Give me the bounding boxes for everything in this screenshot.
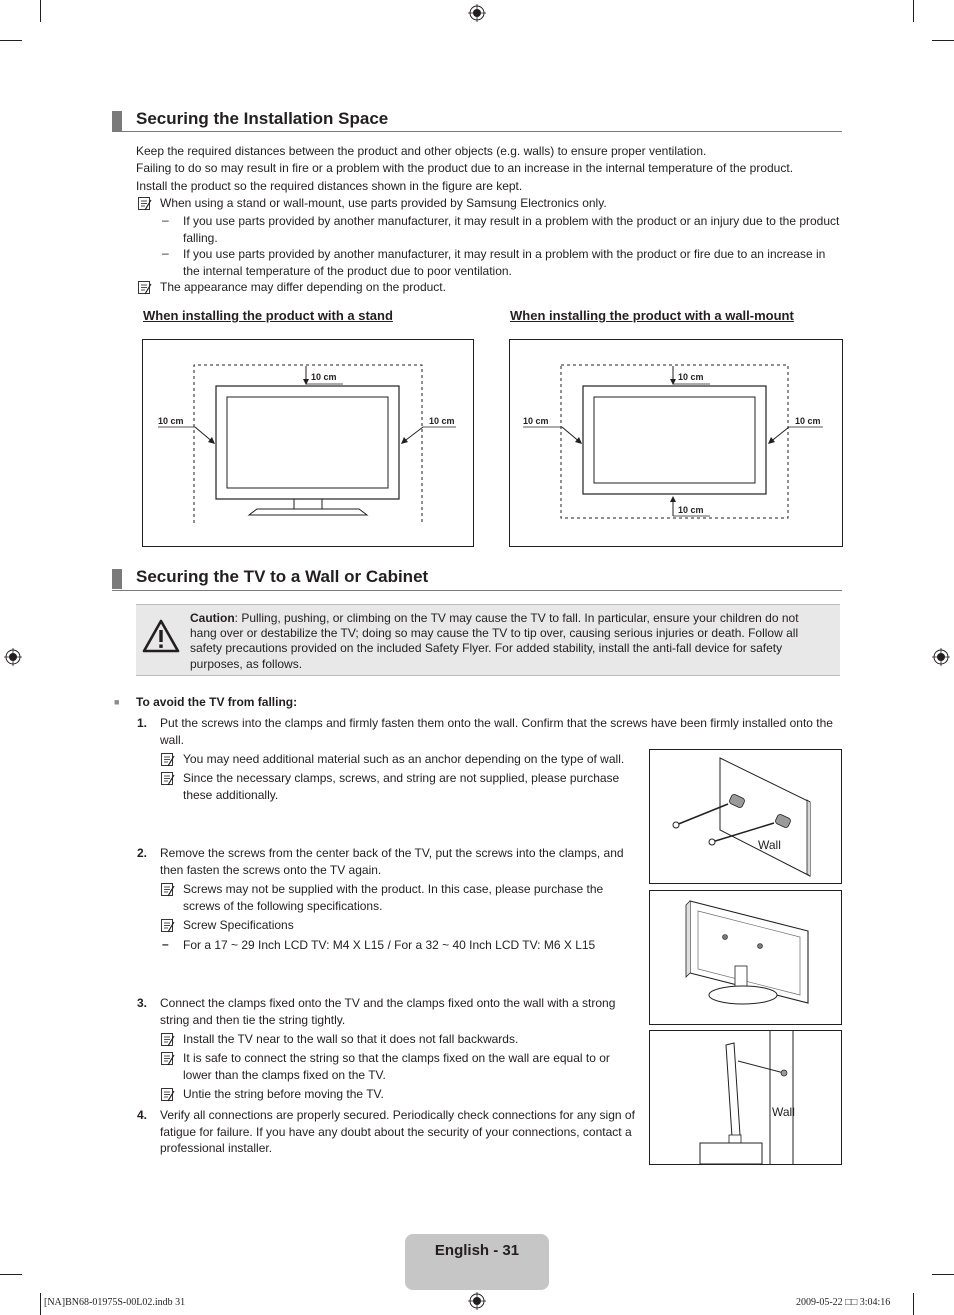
step-number: 1. xyxy=(137,716,148,730)
bullet-marker: ■ xyxy=(114,697,120,707)
registration-mark-icon xyxy=(468,4,486,22)
figure-title-wall-mount: When installing the product with a wall-mount xyxy=(510,308,794,323)
date-slug: 2009-05-22 □□ 3:04:16 xyxy=(796,1297,891,1308)
dash-marker: – xyxy=(162,246,169,260)
crop-mark xyxy=(40,1293,41,1315)
figure-tv-back xyxy=(649,890,842,1025)
dash-text: For a 17 ~ 29 Inch LCD TV: M4 X L15 / For a 32 ~ 40 Inch LCD TV: M6 X L15 xyxy=(183,938,596,952)
note-icon xyxy=(138,197,152,211)
crop-mark xyxy=(40,0,41,22)
registration-mark-icon xyxy=(4,648,22,666)
distance-label-right: 10 cm xyxy=(429,416,455,426)
wall-label: Wall xyxy=(758,838,781,852)
step-text: Verify all connections are properly secured. Periodically check connections for any sign of fatigue for failure. If you have any doubt about the security of your connections, contact a professional installer. xyxy=(160,1108,635,1155)
tv-back-illustration xyxy=(650,891,841,1024)
registration-mark-icon xyxy=(468,1292,486,1310)
caution-text xyxy=(190,611,822,672)
note-icon xyxy=(161,772,175,786)
tv-stand-diagram xyxy=(143,340,473,546)
figure-wall-clamps xyxy=(649,749,842,884)
note-text: The appearance may differ depending on the product. xyxy=(160,280,446,294)
step-number: 2. xyxy=(137,846,148,860)
caution-box xyxy=(136,604,840,676)
warning-triangle-icon xyxy=(142,619,180,653)
crop-mark xyxy=(0,1274,22,1275)
distance-label-bottom: 10 cm xyxy=(678,505,704,515)
note-text: It is safe to connect the string so that the clamps fixed on the wall are equal to or lower than the clamps fixed on the TV. xyxy=(183,1051,610,1082)
dash-marker: – xyxy=(162,213,169,227)
figure-stand xyxy=(142,339,474,547)
crop-mark xyxy=(913,1293,914,1315)
distance-label-left: 10 cm xyxy=(158,416,184,426)
section-marker xyxy=(112,569,122,589)
crop-mark xyxy=(913,0,914,22)
caution-body: : Pulling, pushing, or climbing on the TV may cause the TV to fall. In particular, ensure your children do not hang over or destabilize the TV; doing so may cause the TV to tip over, causing serious injuries or death. Follow all safety precautions provided on the included Safety Flyer. For added stability, install the anti-fall device for safety purposes, as follows. xyxy=(190,611,799,671)
note-icon xyxy=(161,883,175,897)
step-text: Connect the clamps fixed onto the TV and the clamps fixed onto the wall with a strong string and then tie the string tightly. xyxy=(160,996,616,1027)
tv-wall-mount-diagram xyxy=(510,340,842,546)
figure-title-stand: When installing the product with a stand xyxy=(143,308,393,323)
distance-label-top: 10 cm xyxy=(311,372,337,382)
crop-mark xyxy=(0,40,22,41)
note-text: When using a stand or wall-mount, use parts provided by Samsung Electronics only. xyxy=(160,196,607,210)
note-icon xyxy=(161,919,175,933)
dash-text: If you use parts provided by another manufacturer, it may result in a problem with the product or fire due to an increase in the internal temperature of the product due to poor ventilation. xyxy=(183,247,826,278)
note-text: Screws may not be supplied with the product. In this case, please purchase the screws of the following specifications. xyxy=(183,882,604,913)
body-paragraph: Keep the required distances between the product and other objects (e.g. walls) to ensure proper ventilation. xyxy=(136,144,707,158)
note-icon xyxy=(161,1052,175,1066)
bullet-heading: To avoid the TV from falling: xyxy=(136,695,298,709)
wall-clamps-illustration xyxy=(650,750,841,883)
page-number: English - 31 xyxy=(434,1242,520,1259)
note-icon xyxy=(161,1033,175,1047)
step-number: 4. xyxy=(137,1108,148,1122)
section-title-installation-space: Securing the Installation Space xyxy=(136,109,389,128)
crop-mark xyxy=(932,40,954,41)
note-text: Install the TV near to the wall so that it does not fall backwards. xyxy=(183,1032,519,1046)
step-text: Remove the screws from the center back of the TV, put the screws into the clamps, and then fasten the screws onto the TV again. xyxy=(160,846,624,877)
dash-text: If you use parts provided by another manufacturer, it may result in a problem with the product or an injury due to the product falling. xyxy=(183,214,840,245)
section-rule xyxy=(112,131,842,132)
note-text: Untie the string before moving the TV. xyxy=(183,1087,384,1101)
step-text: Put the screws into the clamps and firmly fasten them onto the wall. Confirm that the screws have been firmly installed onto the wall. xyxy=(160,716,833,747)
caution-label: Caution xyxy=(190,611,235,625)
wall-label: Wall xyxy=(772,1105,795,1119)
figure-wall-mount xyxy=(509,339,843,547)
distance-label-top: 10 cm xyxy=(678,372,704,382)
file-slug: [NA]BN68-01975S-00L02.indb 31 xyxy=(44,1297,186,1308)
note-text: Screw Specifications xyxy=(183,918,294,932)
step-number: 3. xyxy=(137,996,148,1010)
registration-mark-icon xyxy=(932,648,950,666)
body-paragraph: Failing to do so may result in fire or a problem with the product due to an increase in the internal temperature of the product. xyxy=(136,161,794,175)
note-icon xyxy=(138,281,152,295)
distance-label-left: 10 cm xyxy=(523,416,549,426)
section-title-wall-cabinet: Securing the TV to a Wall or Cabinet xyxy=(136,567,429,586)
note-icon xyxy=(161,1088,175,1102)
section-rule xyxy=(112,590,842,591)
body-paragraph: Install the product so the required distances shown in the figure are kept. xyxy=(136,179,523,193)
crop-mark xyxy=(932,1274,954,1275)
note-icon xyxy=(161,753,175,767)
section-marker xyxy=(112,111,122,131)
note-text: Since the necessary clamps, screws, and string are not supplied, please purchase these additionally. xyxy=(183,771,620,802)
dash-marker: – xyxy=(162,937,169,951)
distance-label-right: 10 cm xyxy=(795,416,821,426)
figure-tv-side xyxy=(649,1030,842,1165)
tv-side-illustration xyxy=(650,1031,841,1164)
note-text: You may need additional material such as an anchor depending on the type of wall. xyxy=(183,752,625,766)
